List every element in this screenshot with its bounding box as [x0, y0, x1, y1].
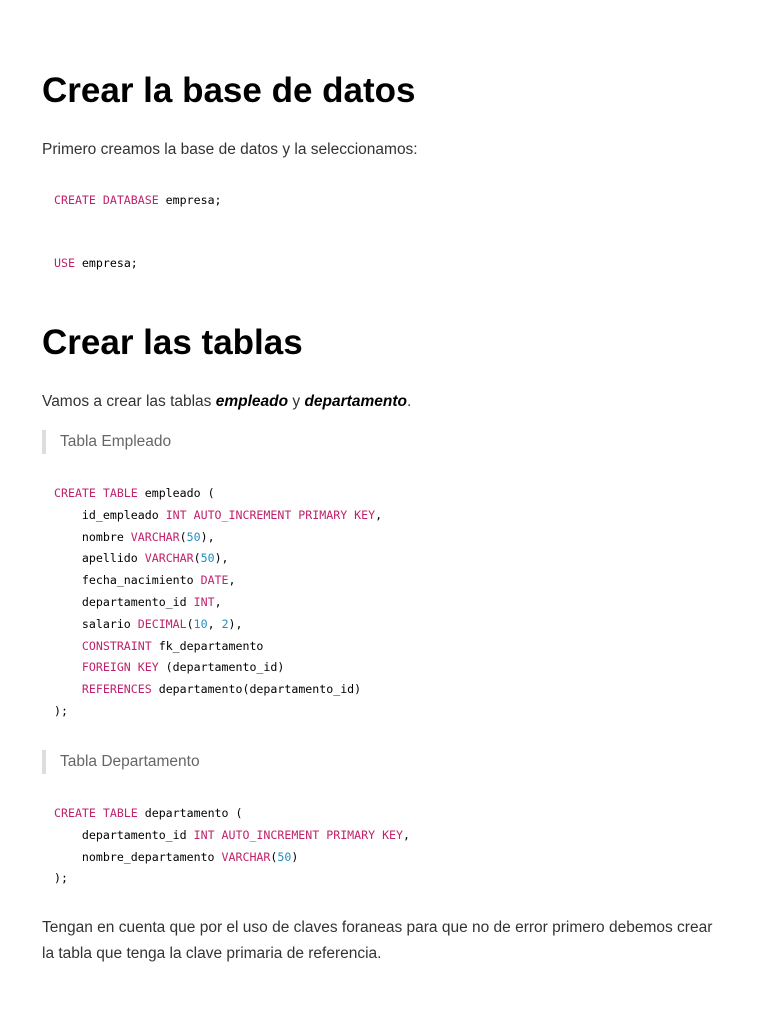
code-text: ), — [214, 551, 229, 566]
code-text: nombre — [54, 529, 131, 544]
code-line — [54, 704, 68, 718]
code-keyword: USE — [54, 256, 75, 270]
code-line — [54, 508, 382, 522]
code-line — [54, 256, 138, 270]
code-text: ( — [186, 616, 194, 631]
code-keyword: DECIMAL — [137, 616, 187, 631]
code-block-create-empleado — [54, 483, 382, 723]
code-text: ), — [228, 616, 243, 631]
code-text: fecha_nacimiento — [54, 573, 201, 588]
code-line — [54, 806, 242, 820]
code-line — [54, 871, 68, 885]
code-line — [54, 486, 215, 500]
intro-tablas-post: . — [406, 393, 412, 410]
heading-crear-tablas: Crear las tablas — [42, 323, 303, 362]
code-text: nombre_departamento — [54, 849, 222, 864]
code-text: , — [375, 507, 383, 522]
code-text: salario — [54, 616, 138, 631]
code-line — [54, 828, 410, 842]
code-text: ( — [179, 529, 187, 544]
code-keyword: CONSTRAINT — [81, 638, 152, 653]
intro-base-datos: Primero creamos la base de datos y la seleccionamos: — [42, 141, 418, 158]
code-text: ); — [54, 871, 68, 886]
code-text: departamento(departamento_id) — [151, 682, 362, 697]
code-keyword: INT AUTO_INCREMENT PRIMARY KEY — [193, 827, 404, 842]
intro-tablas — [42, 389, 728, 415]
code-text: apellido — [54, 551, 145, 566]
code-keyword: INT AUTO_INCREMENT PRIMARY KEY — [165, 507, 376, 522]
code-keyword: CREATE TABLE — [54, 806, 138, 820]
blockquote-tabla-empleado: Tabla Empleado — [42, 430, 171, 454]
code-line — [54, 639, 263, 653]
code-text: departamento_id — [54, 594, 194, 609]
intro-tablas-mid: y — [288, 393, 305, 410]
code-keyword: CREATE DATABASE — [54, 193, 159, 207]
code-text: ), — [200, 529, 215, 544]
code-keyword: REFERENCES — [81, 682, 152, 697]
code-text: , — [207, 616, 222, 631]
code-text: departamento_id — [54, 827, 194, 842]
code-keyword: INT — [193, 594, 215, 609]
code-text: fk_departamento — [151, 638, 264, 653]
code-keyword: VARCHAR — [130, 529, 180, 544]
code-text: ( — [193, 551, 201, 566]
intro-tablas-pre: Vamos a crear las tablas — [42, 393, 216, 410]
code-number: 2 — [221, 616, 229, 631]
code-text: departamento ( — [137, 806, 243, 820]
intro-tablas-departamento: departamento — [304, 393, 407, 410]
code-line — [54, 660, 284, 674]
code-number: 50 — [186, 529, 201, 544]
code-line — [54, 193, 222, 207]
code-text: , — [403, 827, 410, 842]
code-line — [54, 530, 215, 544]
code-text: ) — [291, 849, 299, 864]
code-keyword: DATE — [200, 573, 229, 588]
code-keyword: VARCHAR — [144, 551, 194, 566]
code-text: , — [214, 594, 222, 609]
code-keyword: FOREIGN KEY — [81, 660, 159, 675]
code-text: empleado ( — [137, 486, 215, 500]
intro-tablas-empleado: empleado — [215, 393, 289, 410]
code-text: , — [228, 573, 236, 588]
code-keyword: CREATE TABLE — [54, 486, 138, 500]
code-number: 10 — [193, 616, 208, 631]
blockquote-tabla-departamento: Tabla Departamento — [42, 750, 200, 774]
code-text: empresa; — [74, 256, 138, 270]
code-block-use-database — [54, 253, 138, 275]
code-block-create-departamento — [54, 803, 410, 890]
code-text — [54, 682, 82, 696]
code-text — [54, 639, 82, 653]
code-line — [54, 595, 222, 609]
code-number: 50 — [200, 551, 215, 566]
code-keyword: VARCHAR — [221, 849, 271, 864]
code-text — [54, 660, 82, 674]
code-text: empresa; — [158, 193, 222, 207]
code-text: ); — [54, 703, 68, 718]
code-text: ( — [270, 849, 278, 864]
code-line — [54, 551, 229, 565]
footer-note: Tengan en cuenta que por el uso de claves foraneas para que no de error primero debemos crear la tabla que tenga la clave primaria de referencia. — [42, 919, 713, 962]
code-line — [54, 682, 361, 696]
code-line — [54, 573, 236, 587]
code-line — [54, 850, 298, 864]
heading-crear-base-datos: Crear la base de datos — [42, 71, 416, 110]
code-block-create-database — [54, 190, 222, 212]
code-line — [54, 617, 243, 631]
code-text: (departamento_id) — [158, 660, 285, 675]
code-number: 50 — [277, 849, 292, 864]
code-text: id_empleado — [54, 507, 166, 522]
